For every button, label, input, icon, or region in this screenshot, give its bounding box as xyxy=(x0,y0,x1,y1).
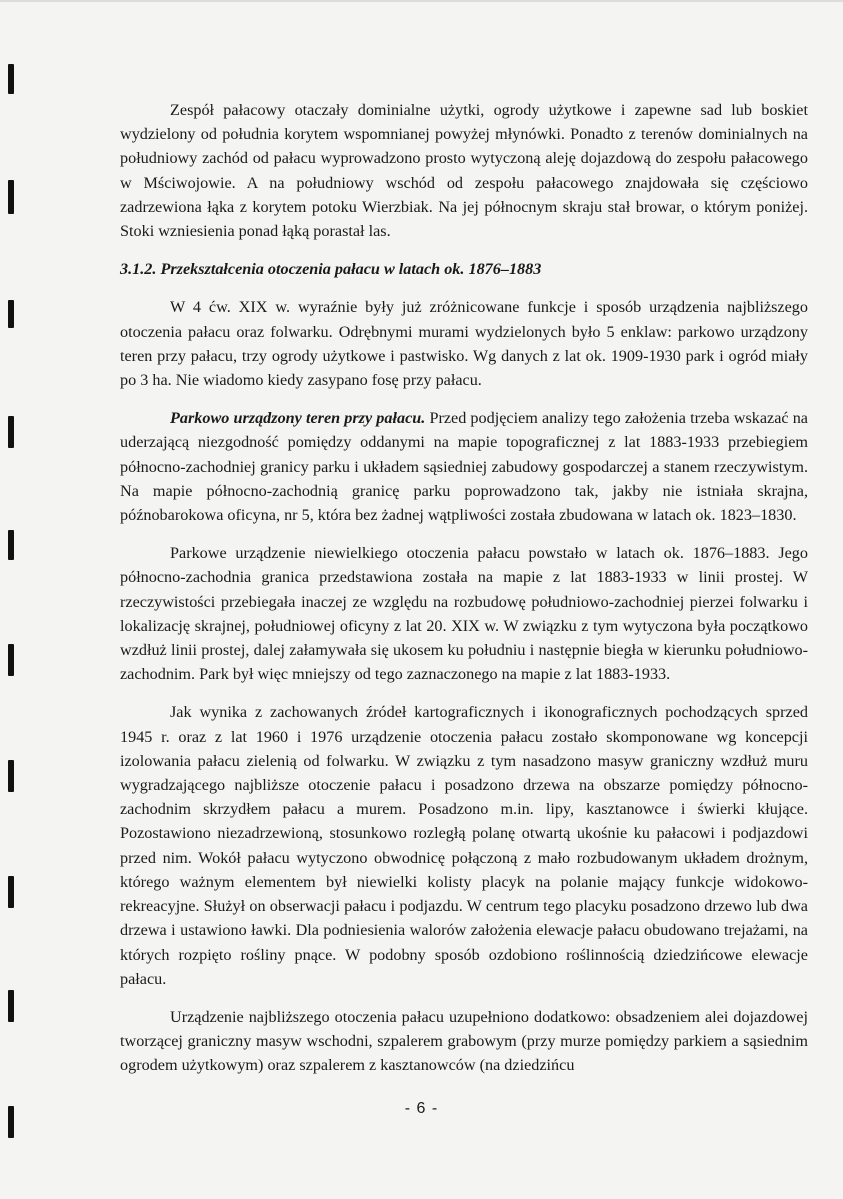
paragraph: Parkowe urządzenie niewielkiego otoczenia pałacu powstało w latach ok. 1876–1883. Jego północno-zachodnia granica przedstawiona została na mapie z lat 1883-1933 w linii prostej. W rzeczywistości przebiegała inaczej ze względu na rozbudowę południowo-zachodniej pierzei folwarku i lokalizację skrajnej, południowej oficyny z lat 20. XIX w. W związku z tym wytyczona była początkowo wzdłuż linii prostej, dalej załamywała się ukosem ku południu i następnie biegła w kierunku południowo-zachodnim. Park był więc mniejszy od tego zaznaczonego na mapie z lat 1883-1933. xyxy=(120,544,808,684)
binding-mark xyxy=(8,416,14,448)
binding-mark xyxy=(8,300,14,328)
binding-mark xyxy=(8,644,14,676)
paragraph: W 4 ćw. XIX w. wyraźnie były już zróżnicowane funkcje i sposób urządzenia najbliższego otoczenia pałacu oraz folwarku. Odrębnymi murami wydzielonych było 5 enklaw: parkowo urządzony teren przy pałacu, trzy ogrody użytkowe i pastwisko. Wg danych z lat ok. 1909-1930 park i ogród miały po 3 ha. Nie wiadomo kiedy zasypano fosę przy pałacu. xyxy=(120,298,808,390)
binding-mark xyxy=(8,530,14,560)
binding-mark xyxy=(8,760,14,792)
binding-mark xyxy=(8,64,14,94)
paragraph: Zespół pałacowy otaczały dominialne użytki, ogrody użytkowe i zapewne sad lub boskiet wydzielony od południa korytem wspomnianej powyżej młynówki. Ponadto z terenów dominialnych na południowy zachód od pałacu wyprowadzono prosto wytyczoną aleję dojazdową do zespołu pałacowego w Mściwojowie. A na południowy wschód od zespołu pałacowego znajdowała się częściowo zadrzewiona łąka z korytem potoku Wierzbiak. Na jej północnym skraju stał browar, o którym poniżej. Stoki wzniesienia ponad łąką porastał las. xyxy=(120,101,808,241)
page-body xyxy=(120,98,808,1078)
run-in-heading: Parkowo urządzony teren przy pałacu. xyxy=(170,409,426,428)
binding-mark xyxy=(8,990,14,1022)
section-heading: 3.1.2. Przekształcenia otoczenia pałacu w latach ok. 1876–1883 xyxy=(120,260,542,279)
paragraph: Jak wynika z zachowanych źródeł kartograficznych i ikonograficznych pochodzących sprzed 1945 r. oraz z lat 1960 i 1976 urządzenie otoczenia pałacu zostało skomponowane wg koncepcji izolowania pałacu zielenią od folwarku. W związku z tym nasadzono masyw graniczny wzdłuż muru wygradzającego najbliższe otoczenie pałacu i posadzono drzewa na obszarze pomiędzy północno-zachodnim skrzydłem pałacu a murem. Posadzono m.in. lipy, kasztanowce i świerki kłujące. Pozostawiono niezadrzewioną, stosunkowo rozległą polanę otwartą ukośnie ku pałacowi i podjazdowi przed nim. Wokół pałacu wytyczono obwodnicę połączoną z mało rozbudowanym układem drożnym, którego ważnym elementem był niewielki kolisty placyk na polanie mający funkcje widokowo-rekreacyjne. Służył on obserwacji pałacu i podjazdu. W centrum tego placyku posadzono drzewo lub dwa drzewa i ustawiono ławki. Dla podniesienia walorów założenia elewacje pałacu obudowano trejażami, na których rozpięto rośliny pnące. W podobny sposób ozdobiono roślinnością dziedzińcowe elewacje pałacu. xyxy=(120,703,808,988)
paragraph: Urządzenie najbliższego otoczenia pałacu uzupełniono dodatkowo: obsadzeniem alei dojazdowej tworzącej graniczny masyw wschodni, szpalerem grabowym (przy murze pomiędzy parkiem a sąsiednim ogrodem użytkowym) oraz szpalerem z kasztanowców (na dziedzińcu xyxy=(120,1007,808,1075)
paragraph-text: Przed podjęciem analizy tego założenia trzeba wskazać na uderzającą niezgodność pomiędzy oddanymi na mapie topograficznej z lat 1883-1933 przebiegiem północno-zachodniej granicy parku i układem sąsiedniej zabudowy gospodarczej a stanem rzeczywistym. Na mapie północno-zachodnią granicę parku poprowadzono tak, jakby nie istniała skrajna, późnobarokowa oficyna, nr 5, która bez żadnej wątpliwości została zbudowana w latach ok. 1823–1830. xyxy=(120,409,808,525)
scan-edge xyxy=(0,0,843,2)
page-number: - 6 - xyxy=(404,1100,439,1117)
binding-mark xyxy=(8,876,14,908)
binding-mark xyxy=(8,180,14,214)
paragraph xyxy=(120,406,808,527)
